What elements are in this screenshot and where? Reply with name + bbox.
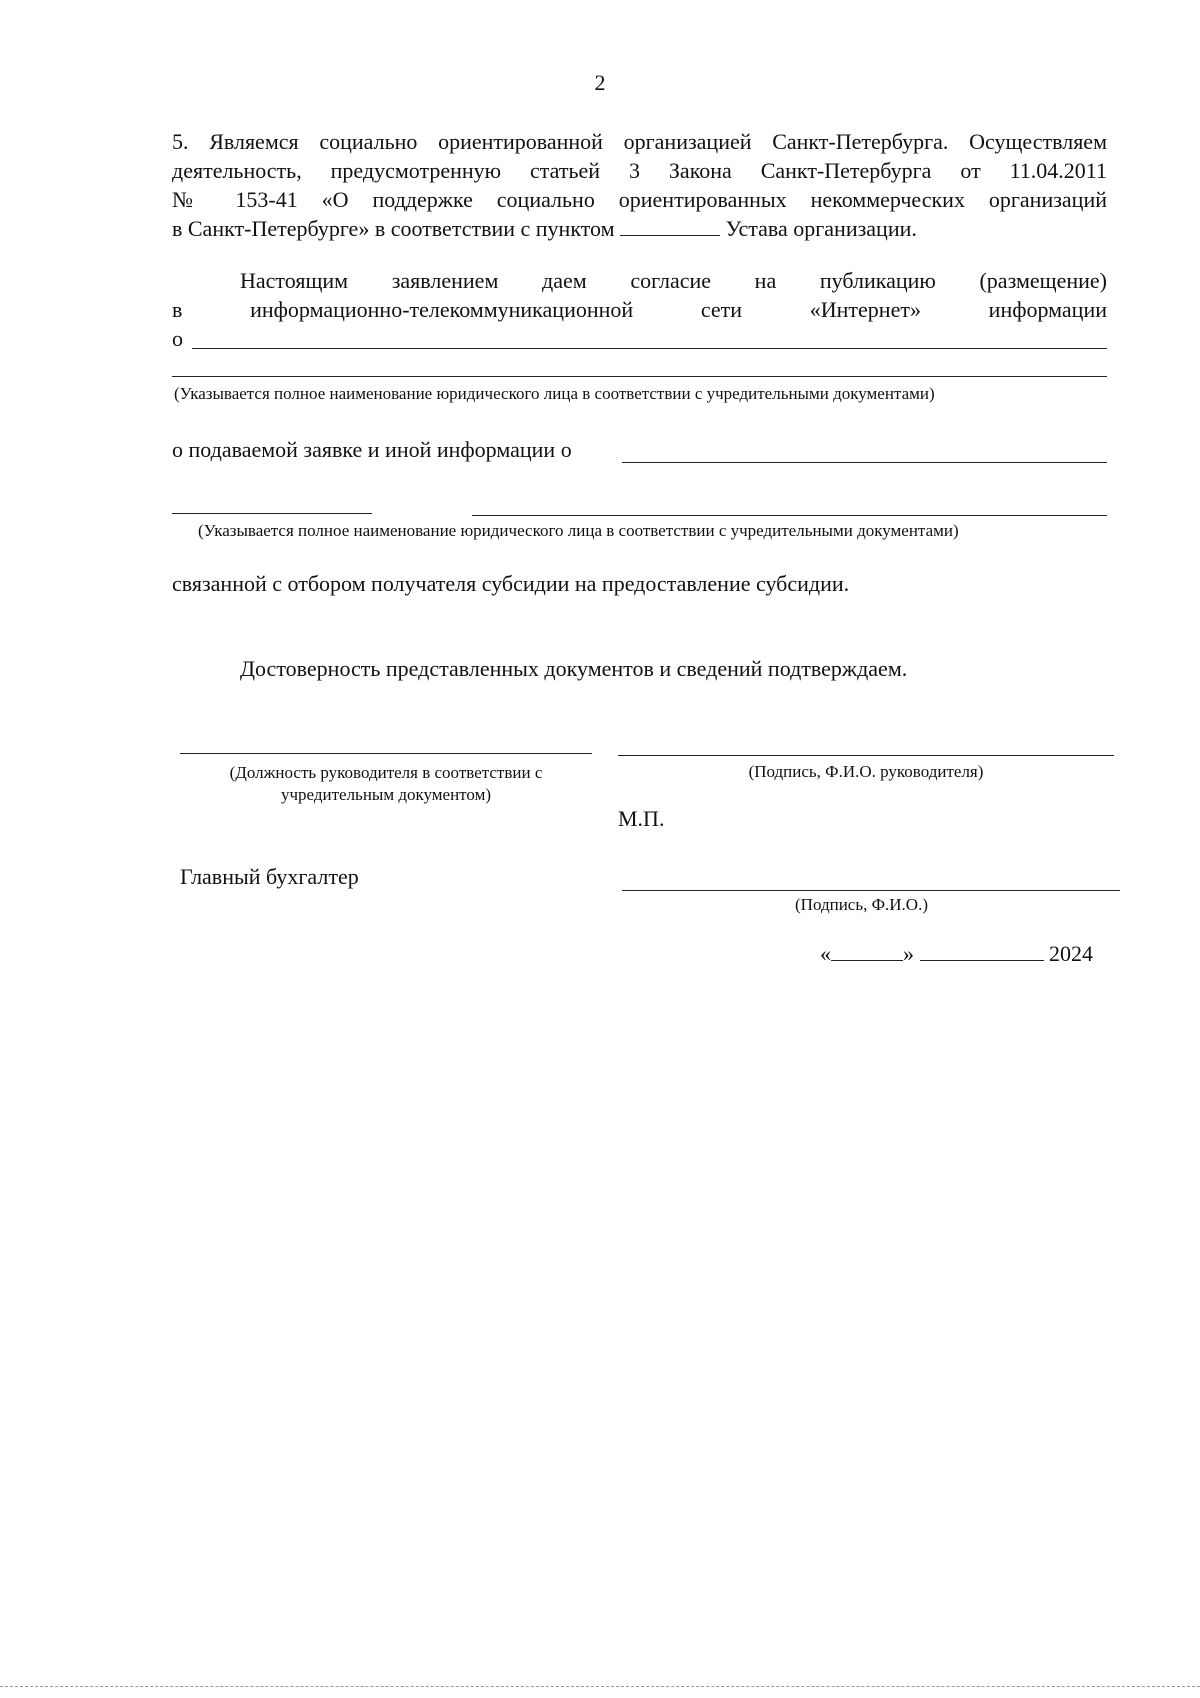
consent-word: даем (542, 268, 587, 293)
director-signature-caption: (Подпись, Ф.И.О. руководителя) (748, 762, 984, 781)
para5-line4 (172, 215, 1107, 242)
para5-line2: деятельность, предусмотренную статьей 3 Закона Санкт-Петербурга от 11.04.2011 (172, 158, 1107, 183)
scan-edge-line (0, 1686, 1200, 1687)
position-caption-line2: учредительным документом) (280, 785, 491, 804)
consent-word: информации (988, 297, 1107, 322)
consent-word: «Интернет» (809, 297, 921, 322)
consent-line3-prefix: о (172, 326, 183, 351)
entity-caption-2: (Указывается полное наименование юридического лица в соответствии с учредительными документами) (198, 521, 959, 540)
date-year: 2024 (1049, 941, 1093, 966)
chief-accountant-label: Главный бухгалтер (180, 864, 359, 889)
entity-name-field-2b-right[interactable] (472, 515, 1107, 516)
accountant-signature-caption: (Подпись, Ф.И.О.) (795, 895, 928, 914)
consent-word: Настоящим (240, 268, 349, 293)
date-line (820, 940, 1093, 967)
consent-word: (размещение) (979, 268, 1107, 293)
about-application-text: о подаваемой заявке и иной информации о (172, 437, 572, 462)
entity-name-field-2b-left[interactable] (172, 513, 372, 514)
charter-item-blank[interactable] (620, 215, 720, 236)
consent-word: в (172, 297, 183, 322)
consent-line1 (240, 268, 1107, 294)
consent-word: согласие (630, 268, 712, 293)
consent-word: заявлением (391, 268, 499, 293)
para5-line1: 5. Являемся социально ориентированной организацией Санкт-Петербурга. Осуществляем (172, 129, 1107, 154)
para5-line4-after: Устава организации. (725, 216, 917, 241)
date-month-blank[interactable] (920, 940, 1044, 961)
consent-word: сети (700, 297, 743, 322)
para5-line4-before: в Санкт-Петербурге» в соответствии с пунктом (172, 216, 615, 241)
consent-word: на (754, 268, 777, 293)
position-signature-line[interactable] (180, 753, 592, 754)
related-selection-text: связанной с отбором получателя субсидии на предоставление субсидии. (172, 571, 850, 596)
confirmation-text: Достоверность представленных документов и сведений подтверждаем. (240, 656, 908, 681)
entity-name-field-2a[interactable] (622, 462, 1107, 463)
entity-name-field-1b[interactable] (172, 376, 1107, 377)
accountant-signature-line[interactable] (622, 890, 1120, 891)
date-open-quote: « (820, 941, 831, 966)
date-close-quote: » (903, 941, 914, 966)
consent-line2 (172, 297, 1107, 323)
date-day-blank[interactable] (831, 940, 903, 961)
page-number: 2 (594, 70, 606, 95)
entity-caption-1: (Указывается полное наименование юридического лица в соответствии с учредительными документами) (174, 384, 935, 403)
director-signature-line[interactable] (618, 755, 1114, 756)
position-caption-line1: (Должность руководителя в соответствии с (229, 763, 543, 782)
consent-word: информационно-телекоммуникационной (250, 297, 634, 322)
entity-name-field-1a[interactable] (192, 348, 1107, 349)
consent-word: публикацию (819, 268, 936, 293)
seal-mark: М.П. (618, 806, 665, 831)
para5-line3: № 153-41 «О поддержке социально ориентированных некоммерческих организаций (172, 187, 1107, 212)
position-caption (180, 762, 592, 806)
